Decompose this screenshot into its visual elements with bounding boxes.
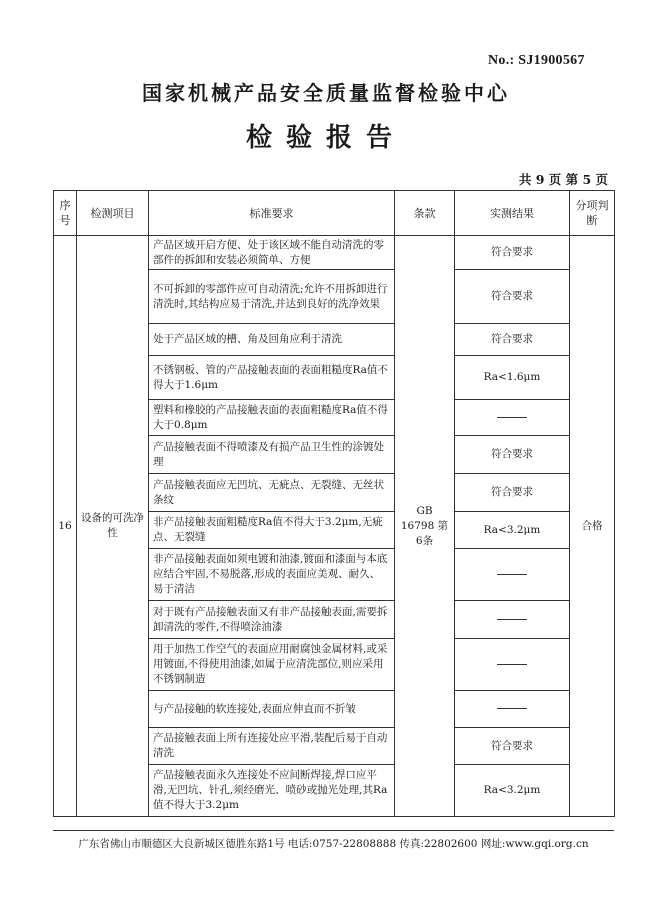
requirement-cell: 处于产品区域的槽、角及回角应利于清洗 [149, 324, 395, 356]
requirement-cell: 塑料和橡胶的产品接触表面的表面粗糙度Ra值不得大于0.8μm [149, 400, 395, 436]
result-cell: 符合要求 [455, 474, 570, 512]
requirement-cell: 产品接触表面应无凹坑、无疵点、无裂缝、无丝状条纹 [149, 474, 395, 512]
group-clause: GB 16798 第6条 [395, 236, 455, 817]
result-cell: Ra<3.2μm [455, 512, 570, 549]
requirement-cell: 与产品接触的软连接处,表面应伸直而不折皱 [149, 691, 395, 728]
requirement-cell: 对于既有产品接触表面又有非产品接触表面,需要拆卸清洗的零件,不得喷涂油漆 [149, 601, 395, 639]
result-cell: 符合要求 [455, 728, 570, 765]
result-cell [455, 549, 570, 601]
group-item: 设备的可洗净性 [77, 236, 149, 817]
not-applicable-dash [497, 417, 527, 418]
result-cell [455, 400, 570, 436]
table-body [54, 236, 615, 817]
requirement-cell: 产品区域开启方便、处于该区域不能自动清洗的零部件的拆卸和安装必须简单、方便 [149, 236, 395, 270]
requirement-cell: 不锈钢板、管的产品接触表面的表面粗糙度Ra值不得大于1.6μm [149, 356, 395, 400]
requirement-cell: 产品接触表面上所有连接处应平滑,装配后易于自动清洗 [149, 728, 395, 765]
result-cell: 符合要求 [455, 270, 570, 324]
result-cell: Ra<1.6μm [455, 356, 570, 400]
result-cell: 符合要求 [455, 236, 570, 270]
col-header-judgment: 分项判断 [570, 191, 615, 236]
col-header-standard: 标准要求 [149, 191, 395, 236]
table-row [54, 236, 615, 270]
col-header-seq: 序号 [54, 191, 77, 236]
requirement-cell: 不可拆卸的零部件应可自动清洗;允许不用拆卸进行清洗时,其结构应易于清洗,并达到良好的洗净效果 [149, 270, 395, 324]
requirement-cell: 非产品接触表面如须电镀和油漆,镀面和漆面与本底应结合牢固,不易脱落,形成的表面应美观、耐久、易于清洁 [149, 549, 395, 601]
requirement-cell: 非产品接触表面粗糙度Ra值不得大于3.2μm,无疵点、无裂缝 [149, 512, 395, 549]
col-header-clause: 条款 [395, 191, 455, 236]
not-applicable-dash [497, 619, 527, 620]
not-applicable-dash [497, 708, 527, 709]
not-applicable-dash [497, 664, 527, 665]
result-cell [455, 639, 570, 691]
table-header-row [54, 191, 615, 236]
result-cell: Ra<3.2μm [455, 765, 570, 817]
requirement-cell: 用于加热工作空气的表面应用耐腐蚀金属材料,或采用镀面,不得使用油漆,如属于应清洗部位,则应采用不锈钢制造 [149, 639, 395, 691]
col-header-result: 实测结果 [455, 191, 570, 236]
inspection-table [53, 190, 615, 817]
report-number: No.: SJ1900567 [488, 53, 585, 68]
group-seq: 16 [54, 236, 77, 817]
not-applicable-dash [497, 574, 527, 575]
organization-title: 国家机械产品安全质量监督检验中心 [142, 81, 510, 105]
col-header-item: 检测项目 [77, 191, 149, 236]
page-info: 共 9 页 第 5 页 [518, 172, 608, 187]
report-title: 检验报告 [245, 123, 406, 153]
result-cell [455, 691, 570, 728]
requirement-cell: 产品接触表面不得喷漆及有损产品卫生性的涂镀处理 [149, 436, 395, 474]
requirement-cell: 产品接触表面永久连接处不应间断焊接,焊口应平滑,无凹坑、针孔,须经磨光、喷砂或抛光处理,其Ra值不得大于3.2μm [149, 765, 395, 817]
result-cell: 符合要求 [455, 324, 570, 356]
result-cell [455, 601, 570, 639]
result-cell: 符合要求 [455, 436, 570, 474]
footer-contact: 广东省佛山市顺德区大良新城区德胜东路1号 电话:0757-22808888 传真:22802600 网址:www.gqi.org.cn [78, 838, 589, 850]
group-judgment: 合格 [570, 236, 615, 817]
footer-divider [53, 830, 614, 831]
